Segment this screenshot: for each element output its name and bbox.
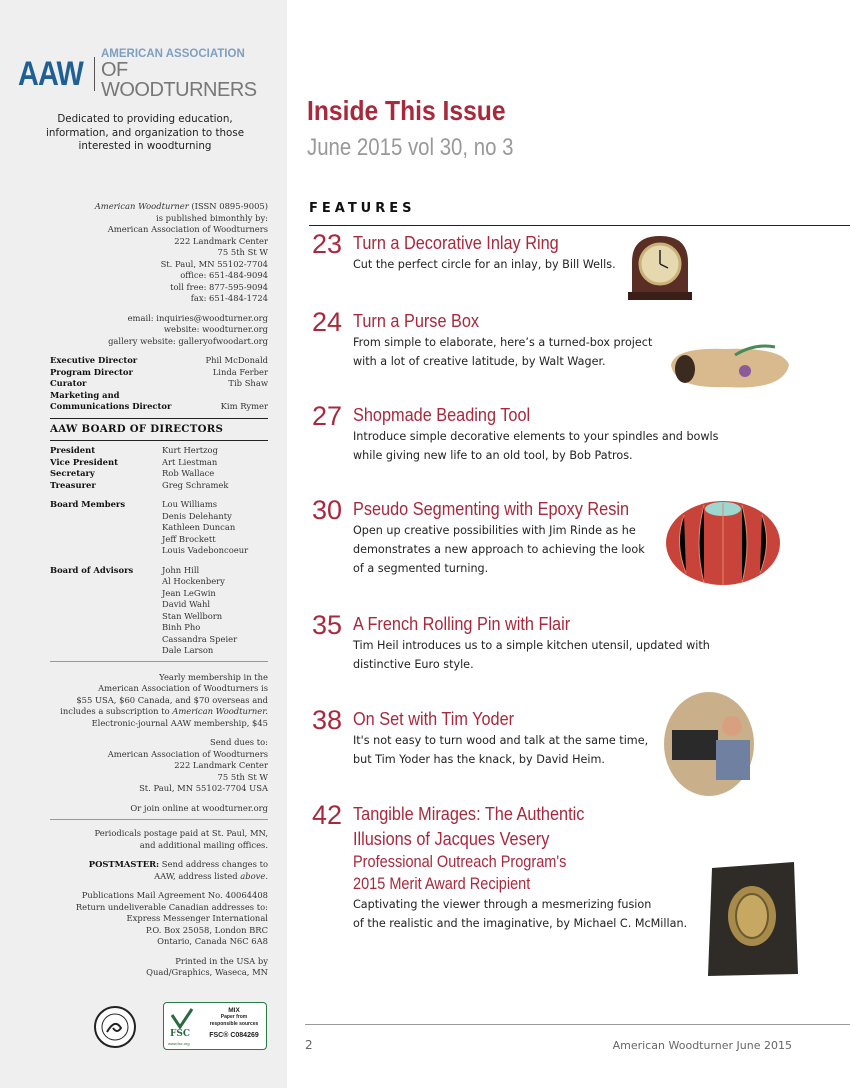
feature-description: Introduce simple decorative elements to your spindles and bowls: [353, 430, 719, 443]
postmaster-info: POSTMASTER: Send address changes to AAW, address listed above.: [88, 859, 268, 881]
issue-info: June 2015 vol 30, no 3: [307, 134, 514, 161]
send-dues: [50, 737, 268, 795]
contact-web: [50, 313, 268, 348]
canada-line: Publications Mail Agreement No. 40064408: [81, 890, 268, 900]
feature-description: From simple to elaborate, here’s a turned-box project: [353, 336, 653, 349]
staff-role: Executive Director: [50, 355, 138, 365]
canada-line: P.O. Box 25058, London BRC: [145, 924, 268, 935]
dues-line: American Association of Woodturners: [107, 748, 268, 759]
page-number: 2: [305, 1038, 313, 1052]
staff-role: Program Director: [50, 366, 133, 377]
fsc-tree-icon: [170, 1007, 196, 1029]
purse-box-image: [665, 335, 793, 397]
feature-description: of a segmented turning.: [353, 562, 489, 575]
board-heading: AAW BOARD OF DIRECTORS: [50, 422, 224, 435]
feature-title: Shopmade Beading Tool: [353, 404, 531, 425]
staff-name: Tib Shaw: [228, 378, 268, 388]
feature-page-number: 30: [312, 495, 343, 525]
board-advisors: Board of Advisors John Hill Al Hockenbery Jean LeGwin David Wahl Stan Wellborn Binh Pho Cassandra Speier Dale Larson: [50, 564, 238, 655]
feature-title: On Set with Tim Yoder: [353, 708, 515, 729]
feature-title: A French Rolling Pin with Flair: [353, 613, 571, 634]
feature-title: Tangible Mirages: The Authentic: [353, 803, 585, 824]
feature-title: Turn a Purse Box: [353, 310, 480, 331]
canada-line: Return undeliverable Canadian addresses to:: [75, 901, 268, 912]
feature-page-number: 35: [312, 610, 343, 640]
staff-row: [50, 367, 268, 379]
section-heading: FEATURES: [309, 201, 416, 216]
feature-description: but Tim Yoder has the knack, by David Heim.: [353, 753, 605, 766]
publisher-line: is published bimonthly by:: [156, 212, 268, 223]
publisher-line: fax: 651-484-1724: [190, 293, 268, 303]
publisher-line: 222 Landmark Center: [174, 235, 268, 246]
publisher-line: office: 651-484-9094: [180, 270, 268, 280]
officer-row: [50, 445, 268, 457]
feature-page-number: 23: [312, 229, 343, 259]
officer-role: Secretary: [50, 468, 95, 478]
feature-description: It's not easy to turn wood and talk at the same time,: [353, 734, 649, 747]
tagline: Dedicated to providing education, information, and organization to those interested in woodturning: [45, 113, 245, 152]
feature-page-number: 38: [312, 705, 343, 735]
board-name: Stan Wellborn: [162, 610, 223, 621]
feature-description: Captivating the viewer through a mesmerizing fusion: [353, 898, 652, 911]
board-name: Lou Williams: [162, 499, 218, 509]
feature-title: 2015 Merit Award Recipient: [353, 875, 531, 893]
officer-name: Kurt Hertzog: [162, 445, 218, 455]
segmented-bowl-image: [664, 495, 782, 587]
fsc-logo: FSC www.fsc.org MIX Paper from responsible sources FSC® C084269: [163, 1002, 267, 1050]
feature-title: Illusions of Jacques Vesery: [353, 828, 550, 849]
feature-description: demonstrates a new approach to achieving the look: [353, 543, 645, 556]
feature-description: Open up creative possibilities with Jim Rinde as he: [353, 524, 636, 537]
feature-title: Professional Outreach Program's: [353, 853, 567, 871]
masthead-info: [50, 201, 268, 979]
publisher-line: American Association of Woodturners: [107, 224, 268, 234]
feature-title: Pseudo Segmenting with Epoxy Resin: [353, 498, 630, 519]
publisher-info: American Woodturner (ISSN 0895-9005) is published bimonthly by: American Association of Woodturners 222 Landmark Center 75 5th St W St. Paul, MN 55102-7704 office: 651-484-9094 toll free: 877-595-9094 fax: 651-484-1724: [50, 201, 268, 305]
feature-description: Cut the perfect circle for an inlay, by Bill Wells.: [353, 258, 616, 271]
feature-item[interactable]: [312, 801, 732, 933]
board-members: Board Members Lou Williams Denis Delehanty Kathleen Duncan Jeff Brockett Louis Vadeboncoeur: [50, 499, 249, 555]
contact-line: gallery website: galleryofwoodart.org: [108, 335, 268, 346]
staff-role: Marketing and: [50, 389, 120, 400]
board-name: Louis Vadeboncoeur: [162, 545, 249, 555]
feature-title: Turn a Decorative Inlay Ring: [353, 232, 559, 253]
staff-row: [50, 401, 268, 413]
feature-item[interactable]: [312, 611, 732, 674]
feature-description: distinctive Euro style.: [353, 658, 474, 671]
staff-row: [50, 390, 268, 402]
staff-role: Communications Director: [50, 401, 172, 411]
publisher-line: St. Paul, MN 55102-7704: [160, 258, 268, 269]
officer-name: Greg Schramek: [162, 479, 229, 490]
canada-mail: [50, 890, 268, 948]
board-name: Jean LeGwin: [162, 587, 216, 598]
dues-line: Send dues to:: [209, 737, 268, 747]
officer-row: [50, 457, 268, 469]
staff-name: Phil McDonald: [205, 355, 268, 365]
dues-line: 222 Landmark Center: [174, 760, 268, 770]
staff-row: [50, 355, 268, 367]
join-online: Or join online at woodturner.org: [130, 802, 268, 813]
canada-line: Express Messenger International: [126, 913, 268, 923]
feature-item[interactable]: [312, 402, 732, 465]
feature-description: Tim Heil introduces us to a simple kitchen utensil, updated with: [353, 639, 710, 652]
officer-role: Treasurer: [50, 479, 96, 490]
feature-page-number: 24: [312, 307, 343, 337]
feature-description: of the realistic and the imaginative, by Michael C. McMillan.: [353, 917, 688, 930]
union-seal-icon: [93, 1002, 137, 1052]
dues-line: St. Paul, MN 55102-7704 USA: [139, 783, 268, 793]
board-name: John Hill: [162, 564, 200, 575]
page-title: Inside This Issue: [307, 95, 506, 126]
officer-role: Vice President: [50, 456, 118, 467]
postage-info: Periodicals postage paid at St. Paul, MN, and additional mailing offices.: [94, 828, 268, 850]
aaw-logo: AAW AMERICAN ASSOCIATION OF WOODTURNERS: [18, 48, 257, 101]
board-name: Jeff Brockett: [162, 533, 216, 544]
staff-name: Kim Rymer: [220, 401, 268, 411]
running-footer: American Woodturner June 2015: [612, 1039, 792, 1052]
dues-line: 75 5th St W: [217, 771, 268, 782]
feature-description: while giving new life to an old tool, by Bob Patros.: [353, 449, 633, 462]
canada-line: Ontario, Canada N6C 6A8: [157, 936, 268, 946]
staff-name: Linda Ferber: [212, 366, 268, 377]
masthead-sidebar: [0, 0, 287, 1088]
officer-role: President: [50, 445, 96, 455]
board-name: Binh Pho: [162, 622, 201, 632]
contact-line: email: inquiries@woodturner.org: [127, 312, 268, 323]
staff-row: [50, 378, 268, 390]
officer-row: [50, 468, 268, 480]
membership-info: Yearly membership in the American Association of Woodturners is $55 USA, $60 Canada, and $70 overseas and includes a subscription to American Woodturner. Electronic-journal AAW membership, $45: [60, 671, 268, 728]
board-name: David Wahl: [162, 599, 211, 609]
board-name: Denis Delehanty: [162, 510, 232, 521]
officer-row: [50, 480, 268, 492]
mirage-sculpture-image: [704, 858, 802, 978]
officers-list: [50, 445, 268, 491]
publisher-line: toll free: 877-595-9094: [170, 281, 268, 292]
board-name: Dale Larson: [162, 645, 214, 655]
officer-name: Rob Wallace: [162, 468, 215, 478]
clock-image: [628, 232, 692, 302]
tim-yoder-photo: [662, 690, 756, 798]
staff-list: [50, 355, 268, 413]
staff-role: Curator: [50, 378, 87, 388]
board-name: Kathleen Duncan: [162, 522, 236, 532]
printer-info: Printed in the USA by Quad/Graphics, Waseca, MN: [146, 955, 268, 977]
officer-name: Art Liestman: [162, 456, 218, 467]
publisher-line: 75 5th St W: [217, 247, 268, 257]
contact-line: website: woodturner.org: [163, 324, 268, 334]
board-name: Al Hockenbery: [162, 576, 225, 586]
feature-page-number: 27: [312, 401, 343, 431]
feature-page-number: 42: [312, 800, 343, 830]
board-name: Cassandra Speier: [162, 633, 238, 644]
feature-description: with a lot of creative latitude, by Walt Wager.: [353, 355, 606, 368]
